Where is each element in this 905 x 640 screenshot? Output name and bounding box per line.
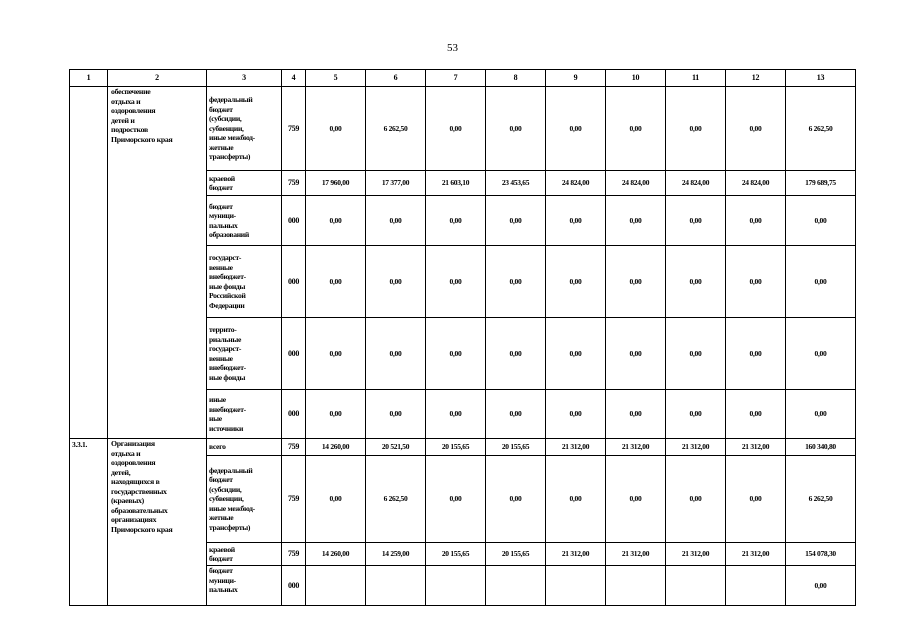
funding-source-line: ные <box>209 414 222 423</box>
value-cell: 0,00 <box>306 87 366 171</box>
funding-source-line: жетные <box>209 142 234 152</box>
funding-source-cell <box>207 171 282 196</box>
value-cell <box>606 566 666 606</box>
value-cell: 0,00 <box>426 246 486 318</box>
value-cell: 21 312,00 <box>666 543 726 566</box>
value-cell: 0,00 <box>726 318 786 390</box>
value-cell: 17 377,00 <box>366 171 426 196</box>
code-cell: 759 <box>282 171 306 196</box>
item-name-line: находящихся в <box>111 477 160 486</box>
funding-source-line: субвенции, <box>209 494 244 504</box>
funding-source-line: государст- <box>209 253 242 262</box>
funding-source-line: венные <box>209 353 233 363</box>
funding-source-line: трансферты) <box>209 522 251 532</box>
column-header: 3 <box>207 70 282 87</box>
value-cell: 24 824,00 <box>606 171 666 196</box>
value-cell: 0,00 <box>666 87 726 171</box>
value-cell: 0,00 <box>486 87 546 171</box>
funding-source-line: венные <box>209 262 233 272</box>
column-header: 10 <box>606 70 666 87</box>
item-name-line: (краевых) <box>111 496 144 505</box>
value-cell: 0,00 <box>366 318 426 390</box>
code-cell: 000 <box>282 566 306 606</box>
value-cell: 0,00 <box>606 196 666 246</box>
funding-source-line: краевой <box>209 173 235 183</box>
funding-source-line: источники <box>209 423 244 433</box>
value-cell: 0,00 <box>426 390 486 439</box>
item-name-line: детей и <box>111 115 135 125</box>
value-cell: 6 262,50 <box>366 87 426 171</box>
code-cell: 759 <box>282 439 306 456</box>
value-cell: 0,00 <box>666 318 726 390</box>
column-header: 6 <box>366 70 426 87</box>
column-header: 4 <box>282 70 306 87</box>
funding-source-cell <box>207 566 282 606</box>
value-cell: 0,00 <box>666 456 726 543</box>
value-cell: 0,00 <box>306 456 366 543</box>
value-cell: 0,00 <box>546 87 606 171</box>
value-cell <box>426 566 486 606</box>
value-cell: 17 960,00 <box>306 171 366 196</box>
funding-source-line: пальных <box>209 585 238 594</box>
code-cell: 000 <box>282 196 306 246</box>
funding-source-line: внебюджет- <box>209 363 246 372</box>
funding-source-line: пальных <box>209 220 238 230</box>
funding-source-line: государст- <box>209 344 242 353</box>
item-name-line: отдыха и <box>111 96 141 106</box>
value-cell: 0,00 <box>666 390 726 439</box>
funding-source-line: (субсидии, <box>209 114 242 124</box>
value-cell: 0,00 <box>786 566 856 606</box>
funding-source-line: иные межбюд- <box>209 503 255 513</box>
funding-source-line: бюджет <box>209 554 233 563</box>
budget-table <box>69 69 856 606</box>
value-cell: 0,00 <box>486 456 546 543</box>
item-name-line: организациях <box>111 515 157 524</box>
item-name-cell <box>108 439 207 606</box>
funding-source-line: иные межбюд- <box>209 133 255 143</box>
code-cell: 759 <box>282 87 306 171</box>
value-cell: 20 155,65 <box>426 439 486 456</box>
value-cell <box>486 566 546 606</box>
value-cell: 0,00 <box>786 318 856 390</box>
value-cell: 0,00 <box>546 318 606 390</box>
value-cell: 21 312,00 <box>606 543 666 566</box>
item-name-line: Приморского края <box>111 524 173 534</box>
table-row <box>70 439 856 456</box>
item-name-line: Организация <box>111 439 155 448</box>
item-name-line: отдыха и <box>111 448 141 458</box>
column-header: 8 <box>486 70 546 87</box>
item-name-line: оздоровления <box>111 458 156 467</box>
item-name-line: детей, <box>111 467 131 477</box>
code-cell: 000 <box>282 390 306 439</box>
funding-source-line: муници- <box>209 211 236 220</box>
funding-source-line: бюджет <box>209 201 233 211</box>
funding-source-cell <box>207 390 282 439</box>
value-cell: 179 689,75 <box>786 171 856 196</box>
value-cell: 21 312,00 <box>726 439 786 456</box>
value-cell: 0,00 <box>366 196 426 246</box>
value-cell: 20 521,50 <box>366 439 426 456</box>
value-cell: 0,00 <box>546 246 606 318</box>
value-cell: 24 824,00 <box>726 171 786 196</box>
table-row <box>70 87 856 171</box>
funding-source-line: федеральный <box>209 465 253 475</box>
value-cell: 0,00 <box>726 390 786 439</box>
value-cell: 24 824,00 <box>666 171 726 196</box>
funding-source-line: бюджет <box>209 104 233 114</box>
value-cell: 0,00 <box>786 246 856 318</box>
item-name-line: подростков <box>111 125 148 134</box>
value-cell: 20 155,65 <box>486 543 546 566</box>
column-header: 11 <box>666 70 726 87</box>
funding-source-line: иные <box>209 395 226 404</box>
funding-source-line: федеральный <box>209 95 253 105</box>
value-cell <box>666 566 726 606</box>
value-cell: 0,00 <box>306 246 366 318</box>
item-name-line: государственных <box>111 486 167 496</box>
value-cell: 154 078,30 <box>786 543 856 566</box>
item-name-line: оздоровления <box>111 106 156 115</box>
value-cell: 21 603,10 <box>426 171 486 196</box>
value-cell: 160 340,80 <box>786 439 856 456</box>
item-number-cell: 3.3.1. <box>70 439 108 606</box>
value-cell: 0,00 <box>486 246 546 318</box>
funding-source-line: внебюджет- <box>209 404 246 414</box>
value-cell: 0,00 <box>426 456 486 543</box>
item-name-line: Приморского края <box>111 134 173 144</box>
funding-source-cell <box>207 87 282 171</box>
page-number: 53 <box>447 42 458 54</box>
value-cell: 0,00 <box>726 456 786 543</box>
funding-source-cell <box>207 456 282 543</box>
value-cell: 0,00 <box>306 318 366 390</box>
value-cell: 20 155,65 <box>486 439 546 456</box>
value-cell <box>306 566 366 606</box>
value-cell <box>546 566 606 606</box>
funding-source-line: всего <box>209 442 226 452</box>
funding-source-cell <box>207 318 282 390</box>
column-header: 7 <box>426 70 486 87</box>
value-cell: 0,00 <box>306 390 366 439</box>
value-cell: 0,00 <box>486 318 546 390</box>
value-cell: 20 155,65 <box>426 543 486 566</box>
value-cell: 0,00 <box>606 318 666 390</box>
value-cell: 23 453,65 <box>486 171 546 196</box>
funding-source-line: (субсидии, <box>209 484 242 494</box>
column-header: 12 <box>726 70 786 87</box>
funding-source-cell <box>207 543 282 566</box>
value-cell: 6 262,50 <box>786 456 856 543</box>
value-cell: 0,00 <box>606 456 666 543</box>
funding-source-line: субвенции, <box>209 123 244 133</box>
funding-source-cell <box>207 439 282 456</box>
item-name-line: обеспечение <box>111 87 151 96</box>
value-cell: 0,00 <box>606 390 666 439</box>
code-cell: 759 <box>282 456 306 543</box>
value-cell: 0,00 <box>366 390 426 439</box>
value-cell: 0,00 <box>546 390 606 439</box>
value-cell: 0,00 <box>726 246 786 318</box>
value-cell: 14 260,00 <box>306 543 366 566</box>
value-cell <box>366 566 426 606</box>
value-cell: 14 259,00 <box>366 543 426 566</box>
column-header: 2 <box>108 70 207 87</box>
funding-source-line: внебюджет- <box>209 272 246 281</box>
value-cell: 0,00 <box>786 196 856 246</box>
value-cell: 24 824,00 <box>546 171 606 196</box>
value-cell: 21 312,00 <box>666 439 726 456</box>
funding-source-line: образований <box>209 230 249 239</box>
value-cell: 0,00 <box>426 87 486 171</box>
funding-source-line: трансферты) <box>209 152 251 162</box>
value-cell <box>726 566 786 606</box>
value-cell: 0,00 <box>666 246 726 318</box>
value-cell: 0,00 <box>546 456 606 543</box>
value-cell: 21 312,00 <box>606 439 666 456</box>
funding-source-line: Федерации <box>209 300 245 310</box>
value-cell: 0,00 <box>546 196 606 246</box>
value-cell: 21 312,00 <box>546 439 606 456</box>
header-row <box>70 70 856 87</box>
item-number-cell <box>70 87 108 439</box>
item-name-cell <box>108 87 207 439</box>
code-cell: 000 <box>282 246 306 318</box>
funding-source-line: риальные <box>209 334 242 344</box>
funding-source-line: бюджет <box>209 475 233 485</box>
item-name-line: образовательных <box>111 505 168 515</box>
funding-source-line: жетные <box>209 513 234 523</box>
funding-source-line: ные фонды <box>209 281 246 291</box>
value-cell: 0,00 <box>426 196 486 246</box>
funding-source-line: террито- <box>209 325 237 334</box>
value-cell: 0,00 <box>726 196 786 246</box>
value-cell: 14 260,00 <box>306 439 366 456</box>
value-cell: 21 312,00 <box>546 543 606 566</box>
funding-source-line: ные фонды <box>209 372 246 382</box>
code-cell: 000 <box>282 318 306 390</box>
value-cell: 6 262,50 <box>786 87 856 171</box>
value-cell: 6 262,50 <box>366 456 426 543</box>
column-header: 1 <box>70 70 108 87</box>
value-cell: 0,00 <box>726 87 786 171</box>
column-header: 13 <box>786 70 856 87</box>
value-cell: 0,00 <box>606 246 666 318</box>
funding-source-line: муници- <box>209 575 236 585</box>
value-cell: 0,00 <box>606 87 666 171</box>
funding-source-line: бюджет <box>209 183 233 192</box>
value-cell: 0,00 <box>486 196 546 246</box>
funding-source-line: краевой <box>209 544 235 554</box>
value-cell: 0,00 <box>306 196 366 246</box>
value-cell: 0,00 <box>426 318 486 390</box>
funding-source-cell <box>207 246 282 318</box>
code-cell: 759 <box>282 543 306 566</box>
funding-source-line: бюджет <box>209 566 233 575</box>
value-cell: 0,00 <box>666 196 726 246</box>
value-cell: 0,00 <box>786 390 856 439</box>
funding-source-cell <box>207 196 282 246</box>
value-cell: 0,00 <box>366 246 426 318</box>
funding-source-line: Российской <box>209 291 246 300</box>
column-header: 5 <box>306 70 366 87</box>
column-header: 9 <box>546 70 606 87</box>
value-cell: 0,00 <box>486 390 546 439</box>
value-cell: 21 312,00 <box>726 543 786 566</box>
